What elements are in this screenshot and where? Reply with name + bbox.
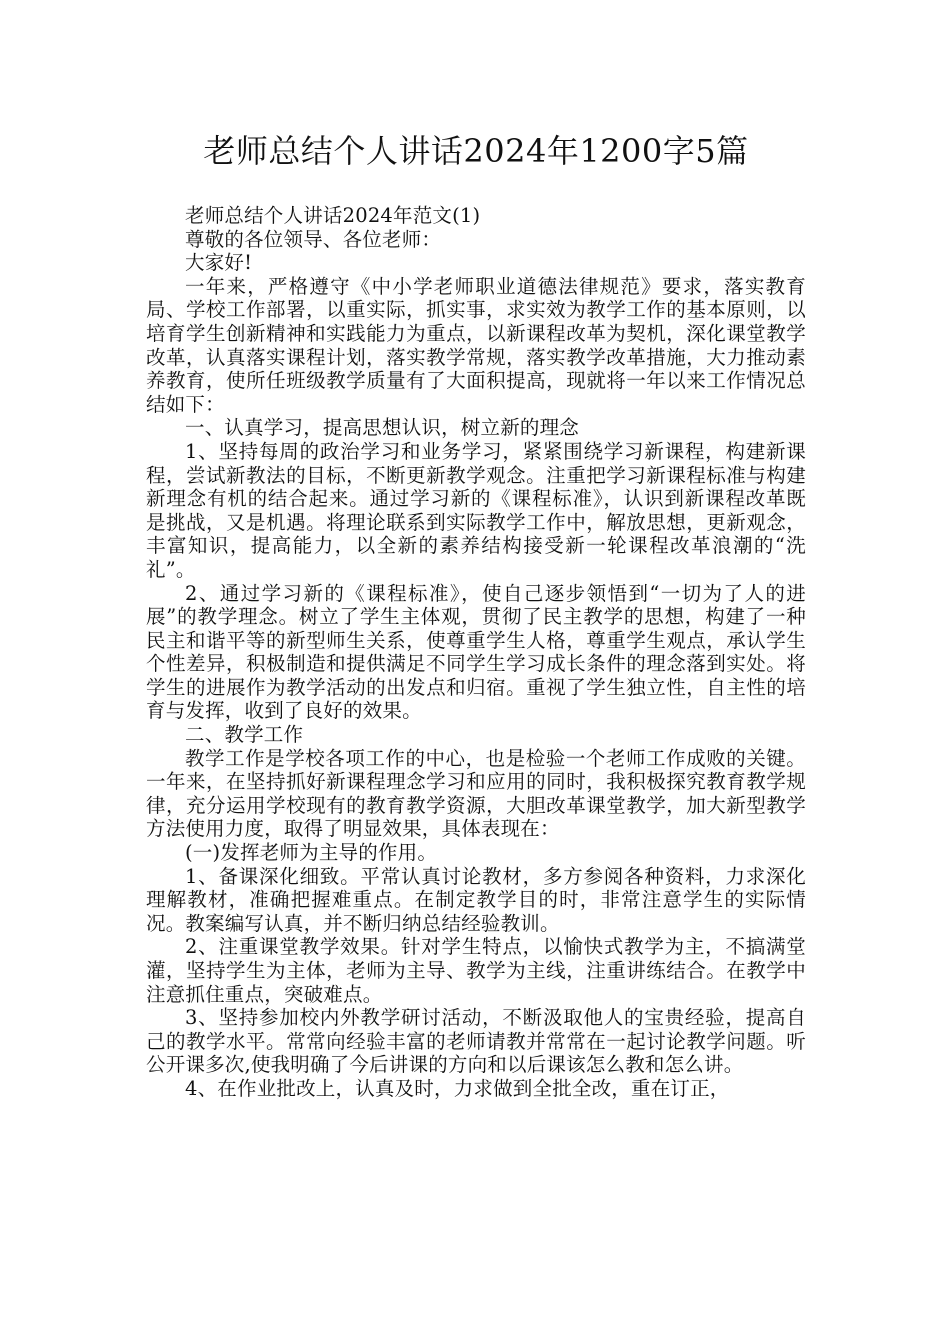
subsection-heading: (一)发挥老师为主导的作用。 [185, 841, 438, 865]
paragraph: 老师总结个人讲话2024年范文(1) [185, 204, 481, 227]
paragraph: 2、注重课堂教学效果。针对学生特点，以愉快式教学为主，不搞满堂灌，坚持学生为主体，老师为主导、教学为主线，注重讲练结合。在教学中注意抓住重点，突破难点。 [146, 935, 806, 1006]
paragraph: 尊敬的各位领导、各位老师： [185, 227, 442, 251]
paragraph: 教学工作是学校各项工作的中心，也是检验一个老师工作成败的关键。一年来，在坚持抓好新课程理念学习和应用的同时，我积极探究教育教学规律，充分运用学校现有的教育教学资源，大胆改革课堂教学，加大新型教学方法使用力度，取得了明显效果，具体表现在： [146, 746, 806, 841]
document-body [146, 204, 806, 1101]
paragraph: 3、坚持参加校内外教学研讨活动，不断汲取他人的宝贵经验，提高自己的教学水平。常常向经验丰富的老师请教并常常在一起讨论教学问题。听公开课多次,使我明确了今后讲课的方向和以后课该怎么教和怎么讲。 [146, 1006, 806, 1077]
document-page [146, 128, 806, 1101]
section-heading: 一、认真学习，提高思想认识，树立新的理念 [185, 416, 580, 440]
section-heading: 二、教学工作 [185, 723, 304, 747]
paragraph: 一年来，严格遵守《中小学老师职业道德法律规范》要求，落实教育局、学校工作部署，以重实际，抓实事，求实效为教学工作的基本原则，以培育学生创新精神和实践能力为重点，以新课程改革为契机，深化课堂教学改革，认真落实课程计划，落实教学常规，落实教学改革措施，大力推动素养教育，使所任班级教学质量有了大面积提高，现就将一年以来工作情况总结如下： [146, 274, 806, 416]
paragraph: 1、坚持每周的政治学习和业务学习，紧紧围绕学习新课程，构建新课程，尝试新教法的目标，不断更新教学观念。注重把学习新课程标准与构建新理念有机的结合起来。通过学习新的《课程标准》，认识到新课程改革既是挑战，又是机遇。将理论联系到实际教学工作中，解放思想，更新观念，丰富知识，提高能力，以全新的素养结构接受新一轮课程改革浪潮的“洗礼”。 [146, 439, 806, 581]
paragraph: 1、备课深化细致。平常认真讨论教材，多方参阅各种资料，力求深化理解教材，准确把握难重点。在制定教学目的时，非常注意学生的实际情况。教案编写认真，并不断归纳总结经验教训。 [146, 864, 806, 935]
paragraph: 4、在作业批改上，认真及时，力求做到全批全改，重在订正， [185, 1076, 730, 1100]
paragraph: 大家好! [185, 251, 253, 275]
document-title: 老师总结个人讲话2024年1200字5篇 [203, 132, 749, 170]
paragraph: 2、通过学习新的《课程标准》，使自己逐步领悟到“一切为了人的进展”的教学理念。树立了学生主体观，贯彻了民主教学的思想，构建了一种民主和谐平等的新型师生关系，使尊重学生人格，尊重学生观点，承认学生个性差异，积极制造和提供满足不同学生学习成长条件的理念落到实处。将学生的进展作为教学活动的出发点和归宿。重视了学生独立性，自主性的培育与发挥，收到了良好的效果。 [146, 581, 806, 723]
